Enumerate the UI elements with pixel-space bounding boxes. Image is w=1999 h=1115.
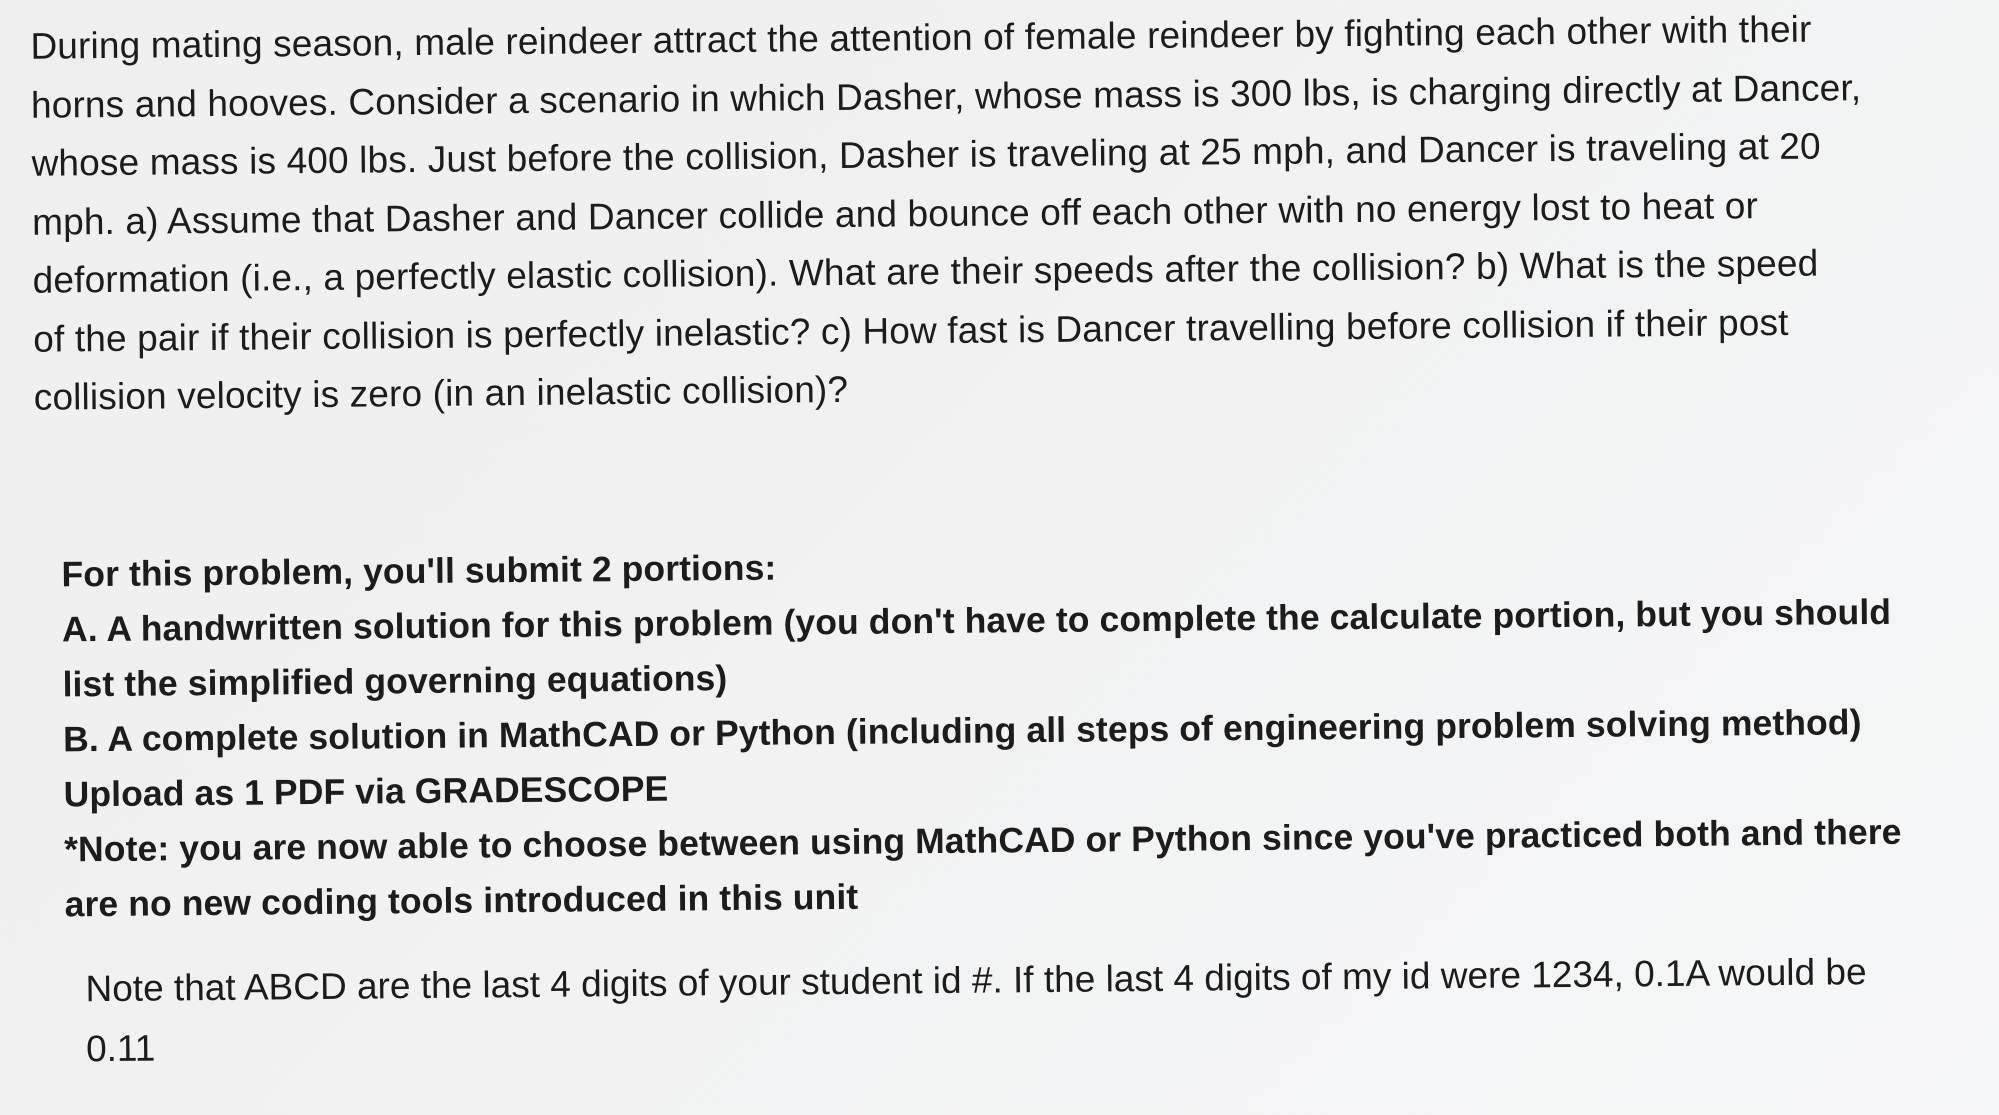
problem-line: of the pair if their collision is perfectly inelastic? c) How fast is Dancer travelling before collision if their post <box>33 301 1789 360</box>
problem-line: whose mass is 400 lbs. Just before the collision, Dasher is traveling at 25 mph, and Dancer is traveling at 20 <box>31 125 1821 184</box>
problem-line: mph. a) Assume that Dasher and Dancer collide and bounce off each other with no energy lost to heat or <box>31 184 1759 243</box>
student-id-note <box>85 941 1986 1079</box>
submission-instructions <box>61 529 1965 932</box>
problem-line: deformation (i.e., a perfectly elastic collision). What are their speeds after the collision? b) What is the speed <box>32 242 1819 301</box>
problem-statement <box>30 0 1934 427</box>
problem-line: horns and hooves. Consider a scenario in which Dasher, whose mass is 300 lbs, is charging directly at Dancer, <box>30 66 1862 126</box>
note-line: Note that ABCD are the last 4 digits of your student id #. If the last 4 digits of my id were 1234, 0.1A would be <box>85 951 1867 1010</box>
note-line: 0.11 <box>85 1027 156 1070</box>
instruction-line: list the simplified governing equations) <box>62 658 728 705</box>
problem-line: collision velocity is zero (in an inelastic collision)? <box>33 368 849 418</box>
instruction-line: A. A handwritten solution for this problem (you don't have to complete the calculate portion, but you should <box>61 591 1892 650</box>
instructions-heading: For this problem, you'll submit 2 portions: <box>61 547 777 595</box>
instruction-line: B. A complete solution in MathCAD or Python (including all steps of engineering problem solving method) <box>62 702 1862 760</box>
instruction-line: Upload as 1 PDF via GRADESCOPE <box>63 768 669 815</box>
instruction-line: *Note: you are now able to choose between using MathCAD or Python since you've practiced both and there <box>63 811 1902 870</box>
problem-line: During mating season, male reindeer attract the attention of female reindeer by fighting each other with their <box>30 8 1812 67</box>
instruction-line: are no new coding tools introduced in this unit <box>64 876 859 925</box>
